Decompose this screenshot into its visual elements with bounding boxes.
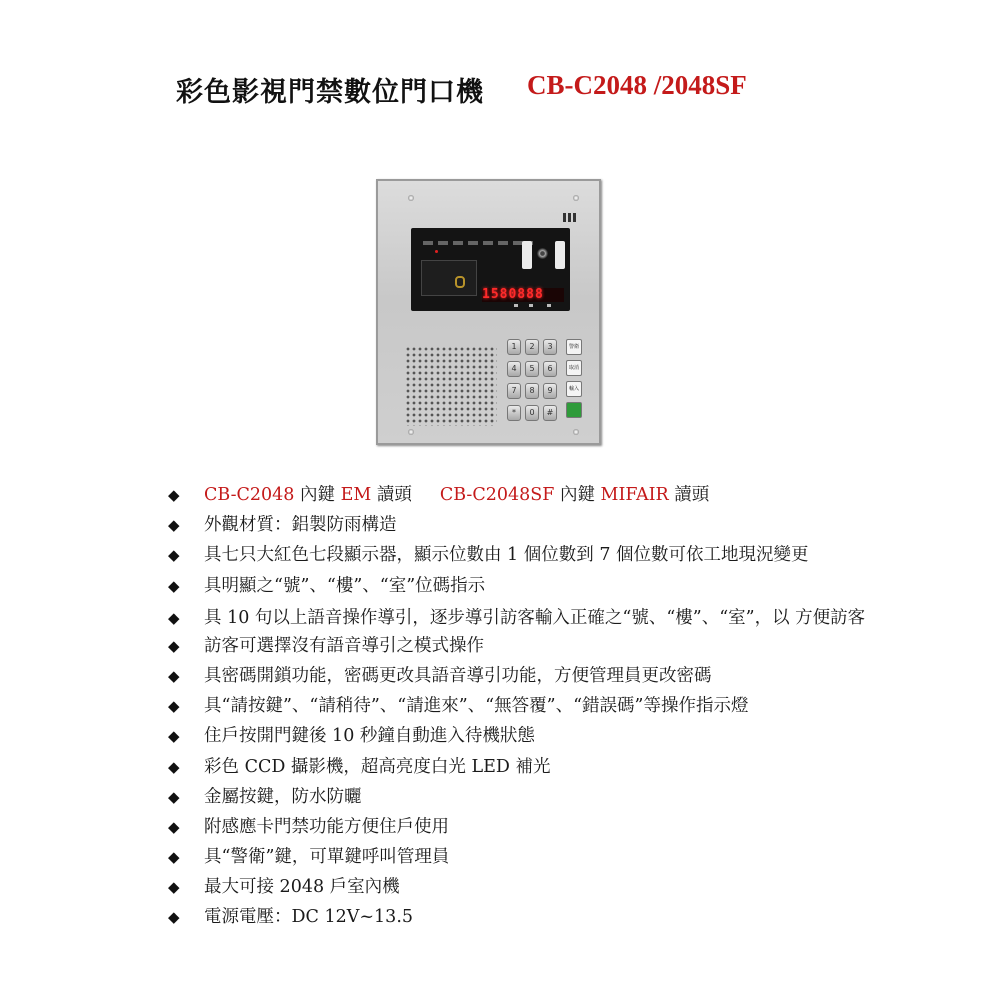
key-0: 0 <box>525 405 539 421</box>
list-item <box>168 604 948 632</box>
list-item <box>168 905 948 929</box>
unlock-key <box>566 402 582 418</box>
list-item <box>168 574 948 598</box>
card-reader-area <box>421 260 477 296</box>
reader-type: EM <box>340 485 372 505</box>
item-text: 彩色 CCD 攝影機，超高亮度白光 LED 補光 <box>204 756 551 777</box>
diamond-bullet-icon: ◆ <box>168 817 180 836</box>
list-item <box>168 634 948 658</box>
item-text: 具明顯之“號”、“樓”、“室”位碼指示 <box>204 575 486 596</box>
item-text: 金屬按鍵，防水防曬 <box>204 786 362 807</box>
diamond-bullet-icon: ◆ <box>168 787 180 806</box>
diamond-bullet-icon: ◆ <box>168 908 180 927</box>
key-8: 8 <box>525 383 539 399</box>
diamond-bullet-icon: ◆ <box>168 636 180 655</box>
list-item <box>168 483 948 507</box>
diamond-bullet-icon: ◆ <box>168 576 180 595</box>
diamond-bullet-icon: ◆ <box>168 516 180 535</box>
screw-icon <box>408 429 414 435</box>
list-item <box>168 755 948 779</box>
key-4: 4 <box>507 361 521 377</box>
key-star: * <box>507 405 521 421</box>
call-button-left <box>522 241 532 269</box>
cancel-key: 取消 <box>566 360 582 376</box>
diamond-bullet-icon: ◆ <box>168 546 180 565</box>
item-text: 具“請按鍵”、“請稍待”、“請進來”、“無答覆”、“錯誤碼”等操作指示燈 <box>204 696 749 717</box>
screw-icon <box>573 195 579 201</box>
key-9: 9 <box>543 383 557 399</box>
reader-type: MIFAIR <box>600 485 669 505</box>
key-hash: # <box>543 405 557 421</box>
indicator-labels <box>423 241 533 245</box>
item-text: 外觀材質：鋁製防雨構造 <box>204 515 397 536</box>
diamond-bullet-icon: ◆ <box>168 486 180 504</box>
item-text: 最大可接 2048 戶室內機 <box>204 877 400 898</box>
position-marker <box>529 304 533 307</box>
list-item <box>168 543 948 567</box>
list-item <box>168 815 948 839</box>
key-5: 5 <box>525 361 539 377</box>
model-number: CB-C2048 /2048SF <box>527 70 747 100</box>
position-marker <box>547 304 551 307</box>
diamond-bullet-icon: ◆ <box>168 878 180 897</box>
key-1: 1 <box>507 339 521 355</box>
diamond-bullet-icon: ◆ <box>168 697 180 716</box>
list-item <box>168 664 948 688</box>
door-station-photo <box>376 179 601 445</box>
list-item <box>168 694 948 718</box>
feature-list <box>168 483 948 936</box>
speaker-grille <box>405 346 497 426</box>
list-item <box>168 875 948 899</box>
item-text: 訪客可選擇沒有語音導引之模式操作 <box>204 635 484 656</box>
model-name: CB-C2048SF <box>439 485 555 505</box>
item-text: 具密碼開鎖功能，密碼更改具語音導引功能，方便管理員更改密碼 <box>204 665 712 686</box>
key-6: 6 <box>543 361 557 377</box>
list-item <box>168 724 948 748</box>
camera-lens-icon <box>537 248 548 259</box>
position-marker <box>514 304 518 307</box>
diamond-bullet-icon: ◆ <box>168 757 180 776</box>
item-text: 具 10 句以上語音操作導引，逐步導引訪客輸入正確之“號、“樓”、“室”，以 方便訪客 <box>204 607 866 628</box>
key-7: 7 <box>507 383 521 399</box>
item-text: 內鍵 <box>554 485 601 505</box>
item-text: 具七只大紅色七段顯示器，顯示位數由 1 個位數到 7 個位數可依工地現況變更 <box>204 545 809 566</box>
item-text: 讀頭 <box>371 485 412 505</box>
function-keys <box>566 339 582 418</box>
diamond-bullet-icon: ◆ <box>168 848 180 867</box>
vent-icon <box>563 213 577 222</box>
diamond-bullet-icon: ◆ <box>168 666 180 685</box>
diamond-bullet-icon: ◆ <box>168 608 180 627</box>
list-item <box>168 845 948 869</box>
item-text: 電源電壓：DC 12V~13.5 <box>204 907 414 928</box>
screw-icon <box>573 429 579 435</box>
seven-segment-display: 1580888 <box>482 288 564 302</box>
item-text: 住戶按開門鍵後 10 秒鐘自動進入待機狀態 <box>204 726 535 747</box>
screw-icon <box>408 195 414 201</box>
display-panel <box>411 228 570 311</box>
guard-key: 警衛 <box>566 339 582 355</box>
diamond-bullet-icon: ◆ <box>168 727 180 746</box>
card-reader-icon <box>455 276 465 288</box>
list-item <box>168 785 948 809</box>
item-text: 內鍵 <box>294 485 341 505</box>
indicator-led <box>435 250 438 253</box>
keypad <box>507 339 565 422</box>
item-text: 附感應卡門禁功能方便住戶使用 <box>204 816 449 837</box>
item-text: 讀頭 <box>668 485 710 505</box>
item-text: 具“警衛”鍵，可單鍵呼叫管理員 <box>204 847 450 868</box>
model-name: CB-C2048 <box>204 485 295 505</box>
page-title: 彩色影視門禁數位門口機 <box>176 77 484 108</box>
call-button-right <box>555 241 565 269</box>
enter-key: 輸入 <box>566 381 582 397</box>
key-2: 2 <box>525 339 539 355</box>
key-3: 3 <box>543 339 557 355</box>
list-item <box>168 513 948 537</box>
